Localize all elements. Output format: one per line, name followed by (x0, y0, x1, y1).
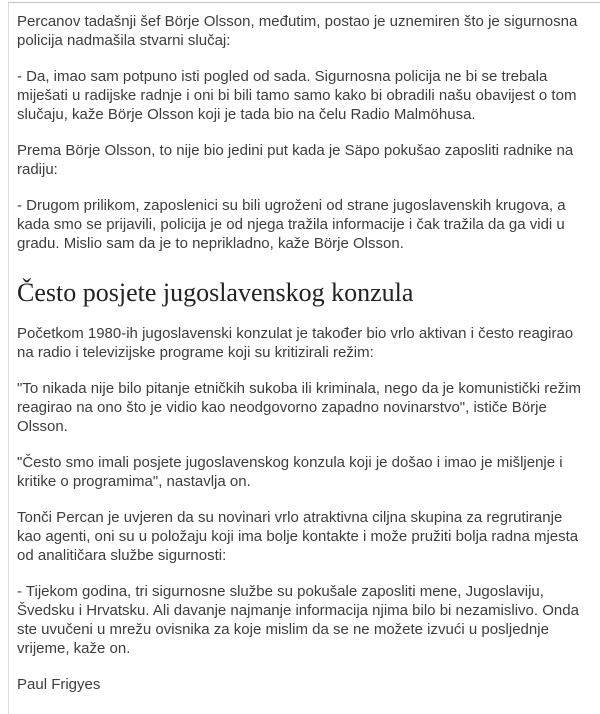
article-paragraph: - Drugom prilikom, zaposlenici su bili ugroženi od strane jugoslavenskih krugova, a kada smo se prijavili, policija je od njega tražila informacije i čak tražila da ga vidi u gradu. Mislio sam da je to neprikladno, kaže Börje Olsson. (17, 197, 566, 252)
article-paragraph: Prema Börje Olsson, to nije bio jedini put kada je Säpo pokušao zaposliti radnike na radiju: (17, 142, 574, 178)
author-byline: Paul Frigyes (17, 676, 101, 693)
article-paragraph: Percanov tadašnji šef Börje Olsson, međutim, postao je uznemiren što je sigurnosna policija nadmašila stvarni slučaj: (17, 13, 578, 49)
article-paragraph: "Često smo imali posjete jugoslavenskog konzula koji je došao i imao je mišljenje i kritike o programima", nastavlja on. (17, 454, 563, 490)
section-heading: Često posjete jugoslavenskog konzula (17, 278, 414, 307)
article-body (8, 2, 600, 714)
article-paragraph: Početkom 1980-ih jugoslavenski konzulat je također bio vrlo aktivan i često reagirao na radio i televizijske programe koji su kritizirali režim: (17, 325, 574, 361)
article-paragraph: - Tijekom godina, tri sigurnosne službe su pokušale zaposliti mene, Jugoslaviju, Švedsku i Hrvatsku. Ali davanje najmanje informacija njima bilo bi nezamislivo. Onda ste uvučeni u mrežu ovisnika za koje mislim da se ne možete izvući u posljednje vrijeme, kaže on. (17, 583, 579, 657)
article-paragraph: - Da, imao sam potpuno isti pogled od sada. Sigurnosna policija ne bi se trebala miješati u radijske radnje i oni bi bili tamo samo kako bi obradili našu obavijest o tom slučaju, kaže Börje Olsson koji je tada bio na čelu Radio Malmöhusa. (17, 68, 577, 123)
article-paragraph: "To nikada nije bilo pitanje etničkih sukoba ili kriminala, nego da je komunistički režim reagirao na ono što je vidio kao neodgovorno zapadno novinarstvo", ističe Börje Olsson. (17, 380, 581, 435)
article-paragraph: Tonči Percan je uvjeren da su novinari vrlo atraktivna ciljna skupina za regrutiranje kao agenti, oni su u položaju koji ima bolje kontakte i može pružiti bolja radna mjesta od analitičara službe sigurnosti: (17, 509, 579, 564)
